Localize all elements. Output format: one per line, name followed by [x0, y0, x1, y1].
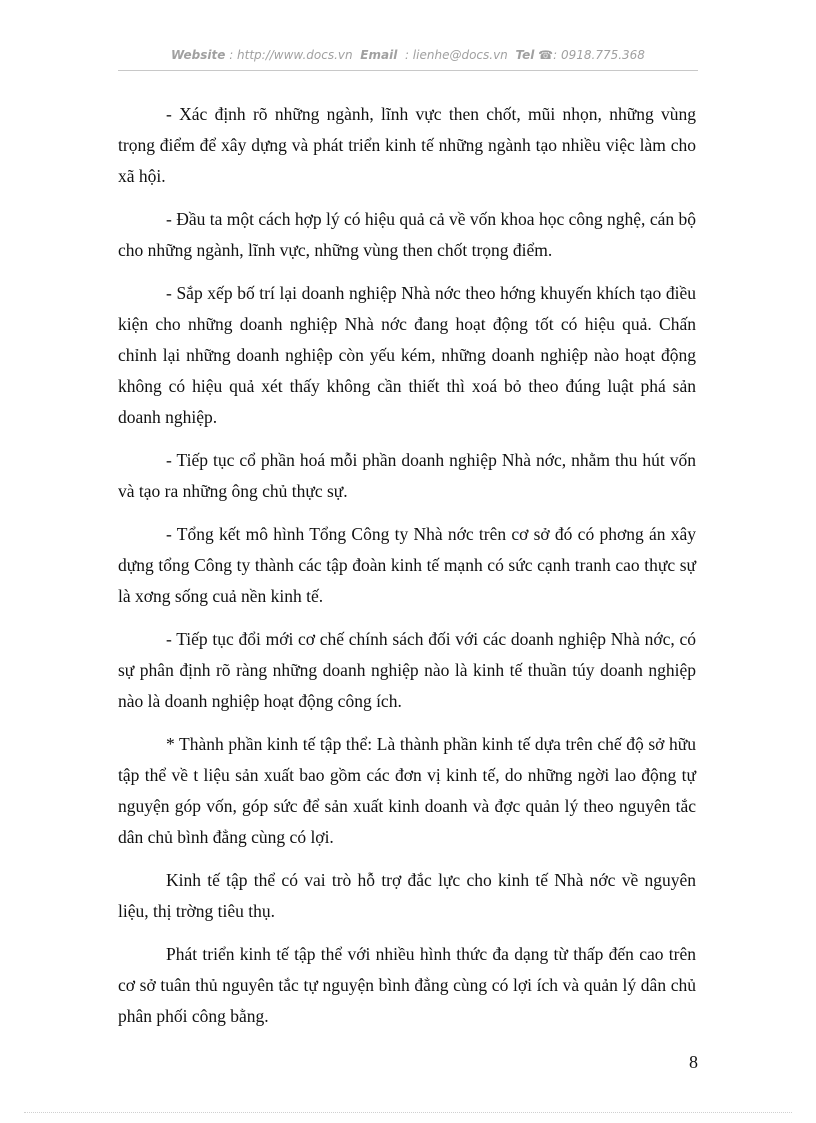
- paragraph-7: * Thành phần kinh tế tập thể: Là thành phần kinh tế dựa trên chế độ sở hữu tập thể về t liệu sản xuất bao gồm các đơn vị kinh tế, do những ngời lao động tự nguyện góp vốn, góp sức để sản xuất kinh doanh và đợc quản lý theo nguyên tắc dân chủ bình đẳng cùng có lợi.: [118, 734, 696, 847]
- phone-icon: ☎: [538, 48, 554, 62]
- document-body: [118, 99, 696, 1044]
- paragraph-4: - Tiếp tục cổ phần hoá mỗi phần doanh nghiệp Nhà nớc, nhằm thu hút vốn và tạo ra những ông chủ thực sự.: [118, 450, 696, 501]
- paragraph-9: Phát triển kinh tế tập thể với nhiều hình thức đa dạng từ thấp đến cao trên cơ sở tuân thủ nguyên tắc tự nguyện bình đẳng cùng có lợi ích và quản lý dân chủ phân phối công bằng.: [118, 944, 696, 1026]
- paragraph-3: - Sắp xếp bố trí lại doanh nghiệp Nhà nớc theo hớng khuyến khích tạo điều kiện cho những doanh nghiệp Nhà nớc đang hoạt động tốt có hiệu quả. Chấn chỉnh lại những doanh nghiệp còn yếu kém, những doanh nghiệp nào hoạt động không có hiệu quả xét thấy không cần thiết thì xoá bỏ theo đúng luật phá sản doanh nghiệp.: [118, 283, 696, 427]
- page-header: [118, 48, 698, 62]
- page-number: 8: [689, 1052, 698, 1072]
- paragraph-6: - Tiếp tục đổi mới cơ chế chính sách đối với các doanh nghiệp Nhà nớc, có sự phân định rõ ràng những doanh nghiệp nào là kinh tế thuần túy doanh nghiệp nào là doanh nghiệp hoạt động công ích.: [118, 629, 696, 711]
- website-label: Website: [171, 48, 226, 62]
- footer-divider: [24, 1112, 792, 1113]
- email-value: : lienhe@docs.vn: [404, 48, 508, 62]
- website-value: : http://www.docs.vn: [229, 48, 353, 62]
- paragraph-5: - Tổng kết mô hình Tổng Công ty Nhà nớc trên cơ sở đó có phơng án xây dựng tổng Công ty thành các tập đoàn kinh tế mạnh có sức cạnh tranh cao thực sự là xơng sống cuả nền kinh tế.: [118, 524, 696, 606]
- header-divider: [118, 70, 698, 71]
- paragraph-8: Kinh tế tập thể có vai trò hỗ trợ đắc lực cho kinh tế Nhà nớc về nguyên liệu, thị trờng tiêu thụ.: [118, 870, 696, 921]
- tel-value: : 0918.775.368: [553, 48, 645, 62]
- tel-label: Tel: [515, 48, 535, 62]
- email-label: Email: [360, 48, 398, 62]
- paragraph-2: - Đầu ta một cách hợp lý có hiệu quả cả về vốn khoa học công nghệ, cán bộ cho những ngành, lĩnh vực, những vùng then chốt trọng điểm.: [118, 209, 696, 260]
- paragraph-1: - Xác định rõ những ngành, lĩnh vực then chốt, mũi nhọn, những vùng trọng điểm để xây dựng và phát triển kinh tế những ngành tạo nhiều việc làm cho xã hội.: [118, 104, 696, 186]
